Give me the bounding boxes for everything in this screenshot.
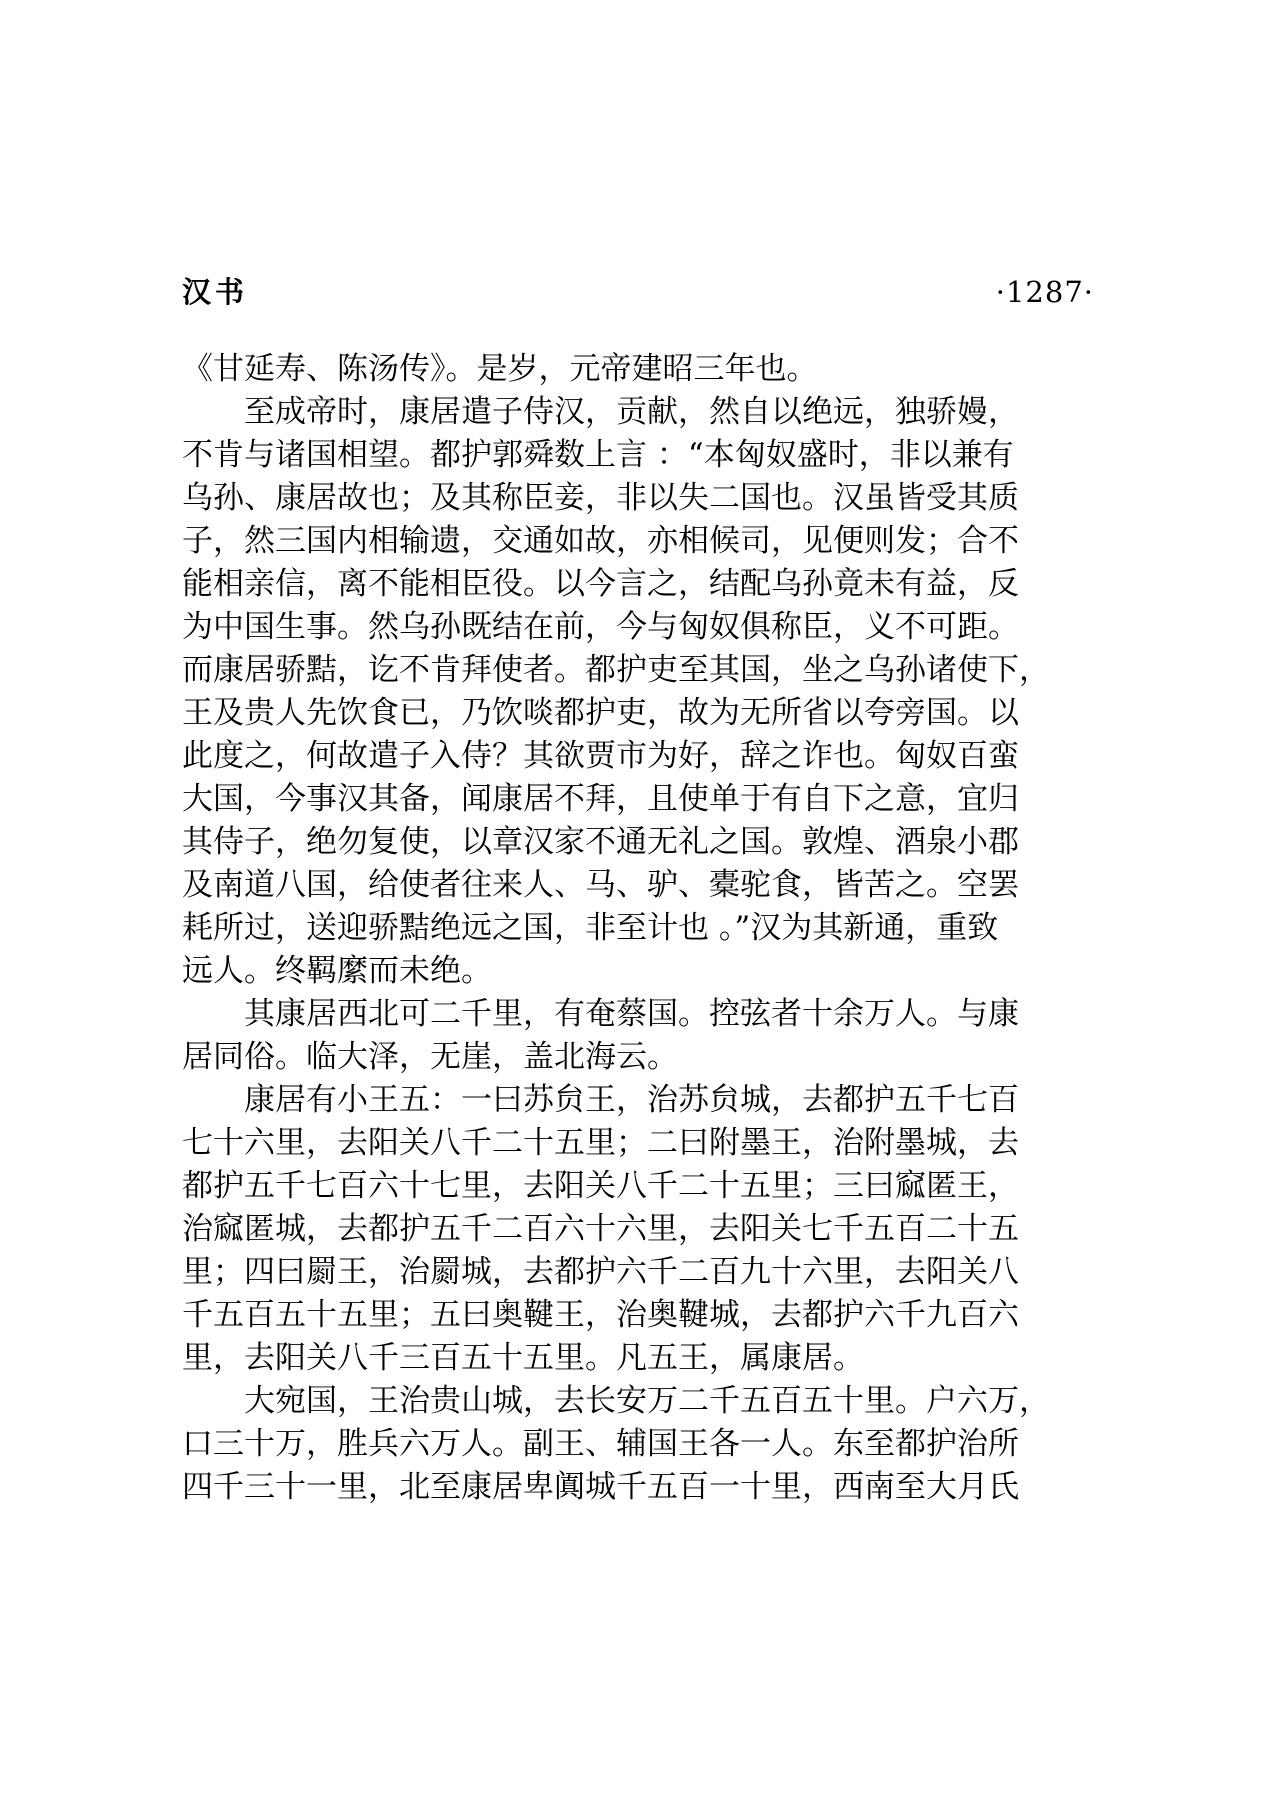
text-line: 里；四曰罽王，治罽城，去都护六千二百九十六里，去阳关八 xyxy=(182,1254,1019,1290)
text-line: 及南道八国，给使者往来人、马、驴、橐驼食，皆苦之。空罢 xyxy=(182,867,1019,903)
text-line: 为中国生事。然乌孙既结在前，今与匈奴俱称臣，义不可距。 xyxy=(182,609,1019,645)
text-line: 千五百五十五里；五曰奥鞬王，治奥鞬城，去都护六千九百六 xyxy=(182,1297,1019,1333)
text-line: 康居有小王五：一曰苏贠王，治苏贠城，去都护五千七百 xyxy=(182,1082,1019,1118)
page-header xyxy=(182,272,1094,312)
text-line: 其侍子，绝勿复使，以章汉家不通无礼之国。敦煌、酒泉小郡 xyxy=(182,824,1019,860)
text-line: 四千三十一里，北至康居卑阗城千五百一十里，西南至大月氏 xyxy=(182,1469,1019,1505)
body-text xyxy=(182,348,1094,1509)
text-line: 远人。终羁縻而未绝。 xyxy=(182,953,492,989)
text-line: 《甘延寿、陈汤传》。是岁，元帝建昭三年也。 xyxy=(182,351,818,387)
text-line: 王及贵人先饮食已，乃饮啖都护吏，故为无所省以夸旁国。以 xyxy=(182,695,1019,731)
book-title: 汉书 xyxy=(182,275,249,309)
text-line: 大国，今事汉其备，闻康居不拜，且使单于有自下之意，宜归 xyxy=(182,781,1019,817)
text-line: 其康居西北可二千里，有奄蔡国。控弦者十余万人。与康 xyxy=(182,996,1019,1032)
text-line: 不肯与诸国相望。都护郭舜数上言 ：“本匈奴盛时，非以兼有 xyxy=(182,437,1014,473)
text-line: 居同俗。临大泽，无崖，盖北海云。 xyxy=(182,1039,678,1075)
text-line: 能相亲信，离不能相臣役。以今言之，结配乌孙竟未有益，反 xyxy=(182,566,1019,602)
text-line: 子，然三国内相输遗，交通如故，亦相候司，见便则发；合不 xyxy=(182,523,1019,559)
text-line: 大宛国，王治贵山城，去长安万二千五百五十里。户六万， xyxy=(182,1383,1050,1419)
text-line: 乌孙、康居故也；及其称臣妾，非以失二国也。汉虽皆受其质 xyxy=(182,480,1019,516)
text-line: 此度之，何故遣子入侍？其欲贾市为好，辞之诈也。匈奴百蛮 xyxy=(182,738,1019,774)
text-line: 治窳匿城，去都护五千二百六十六里，去阳关七千五百二十五 xyxy=(182,1211,1019,1247)
text-line: 都护五千七百六十七里，去阳关八千二十五里；三曰窳匿王， xyxy=(182,1168,1019,1204)
text-line: 口三十万，胜兵六万人。副王、辅国王各一人。东至都护治所 xyxy=(182,1426,1019,1462)
text-line: 耗所过，送迎骄黠绝远之国，非至计也 。”汉为其新通，重致 xyxy=(182,910,999,946)
text-line: 里，去阳关八千三百五十五里。凡五王，属康居。 xyxy=(182,1340,864,1376)
text-line: 七十六里，去阳关八千二十五里；二曰附墨王，治附墨城，去 xyxy=(182,1125,1019,1161)
page-number: ·1287· xyxy=(995,275,1094,309)
text-line: 至成帝时，康居遣子侍汉，贡献，然自以绝远，独骄嫚， xyxy=(182,394,1019,430)
text-line: 而康居骄黠，讫不肯拜使者。都护吏至其国，坐之乌孙诸使下， xyxy=(182,652,1050,688)
